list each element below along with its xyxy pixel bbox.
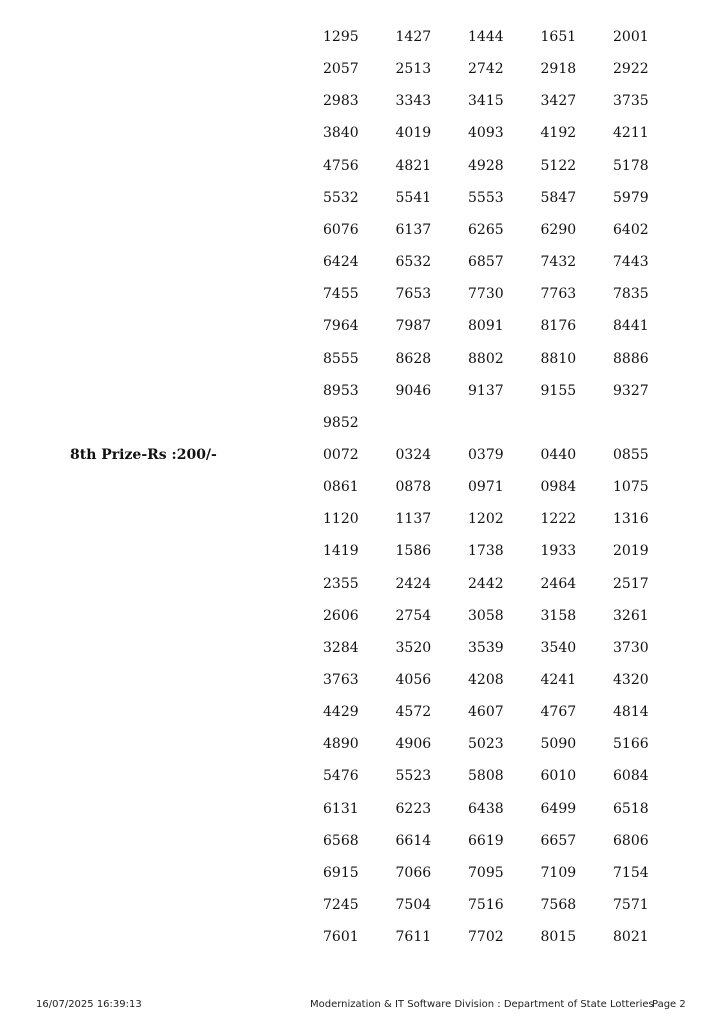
winning-number: 2513 <box>395 61 432 78</box>
number-row <box>323 85 686 117</box>
winning-number: 0861 <box>323 479 359 496</box>
winning-number: 4192 <box>540 125 577 142</box>
winning-number: 2464 <box>540 575 577 592</box>
number-row <box>323 568 686 600</box>
winning-number: 6223 <box>395 800 432 817</box>
winning-number: 6806 <box>613 832 649 849</box>
number-row <box>323 728 686 760</box>
winning-number: 3158 <box>540 607 577 624</box>
winning-number: 6290 <box>540 221 577 238</box>
number-row <box>323 921 686 953</box>
winning-number: 2918 <box>540 61 577 78</box>
winning-number: 2606 <box>323 607 359 624</box>
winning-number: 1120 <box>323 511 359 528</box>
footer-timestamp: 16/07/2025 16:39:13 <box>36 999 142 1010</box>
winning-number: 9046 <box>395 382 432 399</box>
number-row <box>323 857 686 889</box>
winning-number: 4821 <box>395 157 432 174</box>
winning-number: 7835 <box>613 286 649 303</box>
number-row <box>323 664 686 696</box>
number-row <box>323 343 686 375</box>
number-row <box>323 310 686 342</box>
winning-number: 3539 <box>468 639 504 656</box>
winning-number: 7066 <box>395 864 432 881</box>
winning-number: 2517 <box>613 575 649 592</box>
winning-number: 5532 <box>323 189 359 206</box>
winning-number: 7443 <box>613 254 649 271</box>
number-row <box>323 600 686 632</box>
winning-number: 5523 <box>395 768 432 785</box>
winning-number: 5808 <box>468 768 504 785</box>
winning-number: 3763 <box>323 672 359 688</box>
winning-number: 0855 <box>613 446 649 463</box>
winning-number: 8015 <box>540 929 577 946</box>
winning-number: 7611 <box>395 929 432 946</box>
winning-number: 6657 <box>540 832 577 849</box>
winning-number: 4429 <box>323 704 359 721</box>
winning-number: 4208 <box>468 672 504 688</box>
winning-number: 3261 <box>613 607 649 624</box>
winning-number: 3840 <box>323 125 359 142</box>
number-row <box>323 503 686 535</box>
winning-number: 1075 <box>613 479 649 496</box>
number-row <box>323 407 396 439</box>
winning-number: 0984 <box>540 479 577 496</box>
footer-page-number: Page 2 <box>652 999 686 1010</box>
winning-number: 1444 <box>468 29 504 45</box>
winning-number: 3540 <box>540 639 577 656</box>
winning-number: 7730 <box>468 286 504 303</box>
winning-number: 2001 <box>613 29 649 45</box>
winning-number: 6402 <box>613 221 649 238</box>
winning-number: 1316 <box>613 511 649 528</box>
winning-number: 7455 <box>323 286 359 303</box>
winning-number: 2742 <box>468 61 504 78</box>
winning-number: 3415 <box>468 93 504 110</box>
winning-number: 6518 <box>613 800 649 817</box>
winning-number: 9327 <box>613 382 649 399</box>
winning-number: 2424 <box>395 575 432 592</box>
number-row <box>323 439 686 471</box>
winning-number: 5847 <box>540 189 577 206</box>
winning-number: 1651 <box>540 29 577 45</box>
winning-number: 7601 <box>323 929 359 946</box>
winning-number: 2983 <box>323 93 359 110</box>
winning-number: 1933 <box>540 543 577 560</box>
number-row <box>323 696 686 728</box>
winning-number: 1137 <box>395 511 432 528</box>
winning-number: 3735 <box>613 93 649 110</box>
winning-number: 4211 <box>613 125 649 142</box>
number-row <box>323 21 686 53</box>
winning-number: 4890 <box>323 736 359 753</box>
winning-number: 3343 <box>395 93 432 110</box>
winning-number: 4093 <box>468 125 504 142</box>
winning-number: 6084 <box>613 768 649 785</box>
winning-number: 4607 <box>468 704 504 721</box>
winning-number: 4756 <box>323 157 359 174</box>
winning-number: 4572 <box>395 704 432 721</box>
winning-number: 1202 <box>468 511 504 528</box>
winning-number: 7987 <box>395 318 432 335</box>
winning-number: 6614 <box>395 832 432 849</box>
winning-number: 5541 <box>395 189 432 206</box>
winning-number: 8953 <box>323 382 359 399</box>
winning-number: 8176 <box>540 318 577 335</box>
winning-number: 6424 <box>323 254 359 271</box>
winning-number: 3058 <box>468 607 504 624</box>
winning-number: 8810 <box>540 350 577 367</box>
number-row <box>323 632 686 664</box>
winning-number: 1295 <box>323 29 359 45</box>
winning-number: 6076 <box>323 221 359 238</box>
winning-number: 2019 <box>613 543 649 560</box>
winning-number: 6619 <box>468 832 504 849</box>
winning-number: 0379 <box>468 446 504 463</box>
winning-number: 4320 <box>613 672 649 688</box>
winning-number: 7653 <box>395 286 432 303</box>
winning-number: 7516 <box>468 897 504 914</box>
winning-number: 2355 <box>323 575 359 592</box>
winning-number: 2057 <box>323 61 359 78</box>
winning-number: 6131 <box>323 800 359 817</box>
winning-number: 6010 <box>540 768 577 785</box>
winning-number: 6532 <box>395 254 432 271</box>
winning-number: 7432 <box>540 254 577 271</box>
winning-number: 7504 <box>395 897 432 914</box>
winning-number: 6915 <box>323 864 359 881</box>
winning-number: 0878 <box>395 479 432 496</box>
number-row <box>323 214 686 246</box>
winning-number: 1586 <box>395 543 432 560</box>
winning-number: 7702 <box>468 929 504 946</box>
winning-number: 8091 <box>468 318 504 335</box>
number-row <box>323 471 686 503</box>
number-row <box>323 889 686 921</box>
winning-number: 8021 <box>613 929 649 946</box>
winning-number: 6137 <box>395 221 432 238</box>
winning-number: 8441 <box>613 318 649 335</box>
winning-number: 5122 <box>540 157 577 174</box>
winning-number: 0971 <box>468 479 504 496</box>
number-row <box>323 117 686 149</box>
winning-number: 3520 <box>395 639 432 656</box>
winning-number: 7095 <box>468 864 504 881</box>
winning-number: 5166 <box>613 736 649 753</box>
winning-number: 3730 <box>613 639 649 656</box>
winning-number: 0072 <box>323 446 359 463</box>
winning-number: 5979 <box>613 189 649 206</box>
footer-organization: Modernization & IT Software Division : Department of State Lotteries <box>310 999 654 1010</box>
winning-number: 7763 <box>540 286 577 303</box>
winning-number: 4241 <box>540 672 577 688</box>
winning-number: 9852 <box>323 414 359 431</box>
winning-number: 1427 <box>395 29 432 45</box>
number-row <box>323 53 686 85</box>
winning-number: 4906 <box>395 736 432 753</box>
winning-number: 2754 <box>395 607 432 624</box>
winning-number: 4019 <box>395 125 432 142</box>
number-row <box>323 375 686 407</box>
number-row <box>323 825 686 857</box>
winning-number: 8886 <box>613 350 649 367</box>
winning-number: 7245 <box>323 897 359 914</box>
winning-number: 7568 <box>540 897 577 914</box>
number-row <box>323 760 686 792</box>
winning-number: 1222 <box>540 511 577 528</box>
winning-number: 6265 <box>468 221 504 238</box>
winning-number: 9155 <box>540 382 577 399</box>
winning-number: 2442 <box>468 575 504 592</box>
winning-number: 6438 <box>468 800 504 817</box>
winning-number: 6857 <box>468 254 504 271</box>
prize-title: 8th Prize-Rs :200/- <box>70 446 217 463</box>
winning-number: 3427 <box>540 93 577 110</box>
winning-number: 4814 <box>613 704 649 721</box>
winning-number: 6568 <box>323 832 359 849</box>
number-row <box>323 182 686 214</box>
winning-number: 7154 <box>613 864 649 881</box>
winning-number: 5090 <box>540 736 577 753</box>
number-row <box>323 278 686 310</box>
number-row <box>323 793 686 825</box>
winning-number: 5023 <box>468 736 504 753</box>
winning-number: 8802 <box>468 350 504 367</box>
number-row <box>323 150 686 182</box>
winning-number: 8555 <box>323 350 359 367</box>
winning-number: 2922 <box>613 61 649 78</box>
winning-number: 5553 <box>468 189 504 206</box>
winning-number: 9137 <box>468 382 504 399</box>
winning-number: 4928 <box>468 157 504 174</box>
winning-number: 0324 <box>395 446 432 463</box>
winning-number: 5178 <box>613 157 649 174</box>
number-row <box>323 246 686 278</box>
winning-number: 6499 <box>540 800 577 817</box>
winning-number: 4767 <box>540 704 577 721</box>
winning-number: 7571 <box>613 897 649 914</box>
winning-number: 3284 <box>323 639 359 656</box>
winning-number: 7109 <box>540 864 577 881</box>
winning-number: 4056 <box>395 672 432 688</box>
winning-number: 5476 <box>323 768 359 785</box>
winning-number: 0440 <box>540 446 577 463</box>
winning-number: 1738 <box>468 543 504 560</box>
winning-number: 1419 <box>323 543 359 560</box>
winning-number: 7964 <box>323 318 359 335</box>
number-row <box>323 535 686 567</box>
winning-number: 8628 <box>395 350 432 367</box>
